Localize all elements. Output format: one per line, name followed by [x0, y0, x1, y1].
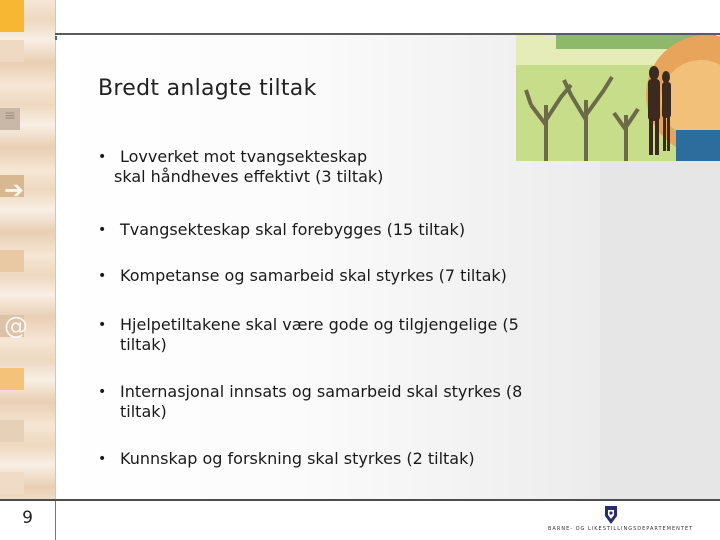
menu-icon: ≡ [4, 108, 16, 124]
photo-tile [0, 472, 24, 494]
bullet-text-line1: Kunnskap og forskning skal styrkes (2 tiltak) [120, 449, 475, 468]
photo-tile [0, 420, 24, 442]
bullet-text-line1: Kompetanse og samarbeid skal styrkes (7 tiltak) [120, 266, 507, 285]
arrow-icon: ➔ [4, 176, 25, 204]
bullet-text-line1: Internasjonal innsats og samarbeid skal styrkes (8 [120, 382, 523, 401]
logo-caption: BARNE- OG LIKESTILLINGSDEPARTEMENTET [548, 526, 694, 532]
photo-tile [0, 368, 24, 390]
bullet-text-line1: Hjelpetiltakene skal være gode og tilgjengelige (5 [120, 315, 519, 334]
list-item [98, 315, 588, 355]
bullet-icon: • [98, 384, 107, 400]
bullet-icon: • [98, 268, 107, 284]
bullet-text-line1: Lovverket mot tvangsekteskap [120, 147, 368, 166]
bottom-rule [0, 499, 720, 501]
list-item [98, 147, 588, 187]
bullet-text-line2: tiltak) [120, 335, 167, 354]
photo-tile [0, 250, 24, 272]
list-item [98, 449, 588, 469]
bullet-icon: • [98, 451, 107, 467]
ministry-logo [548, 504, 694, 538]
bullet-icon: • [98, 149, 107, 165]
page-number: 9 [22, 508, 33, 528]
illustration-trees [516, 35, 720, 161]
list-item [98, 382, 588, 422]
bullet-icon: • [98, 222, 107, 238]
list-item [98, 266, 588, 286]
photo-strip [0, 0, 56, 500]
orange-tab [0, 0, 24, 32]
list-item [98, 220, 588, 240]
photo-tile [0, 40, 24, 62]
bullet-text-line2: skal håndheves effektivt (3 tiltak) [114, 167, 384, 186]
bullet-text-line1: Tvangsekteskap skal forebygges (15 tiltak) [120, 220, 466, 239]
at-icon: @ [4, 312, 28, 340]
bullet-text-line2: tiltak) [120, 402, 167, 421]
bullet-icon: • [98, 317, 107, 333]
slide-title: Bredt anlagte tiltak [98, 76, 317, 101]
